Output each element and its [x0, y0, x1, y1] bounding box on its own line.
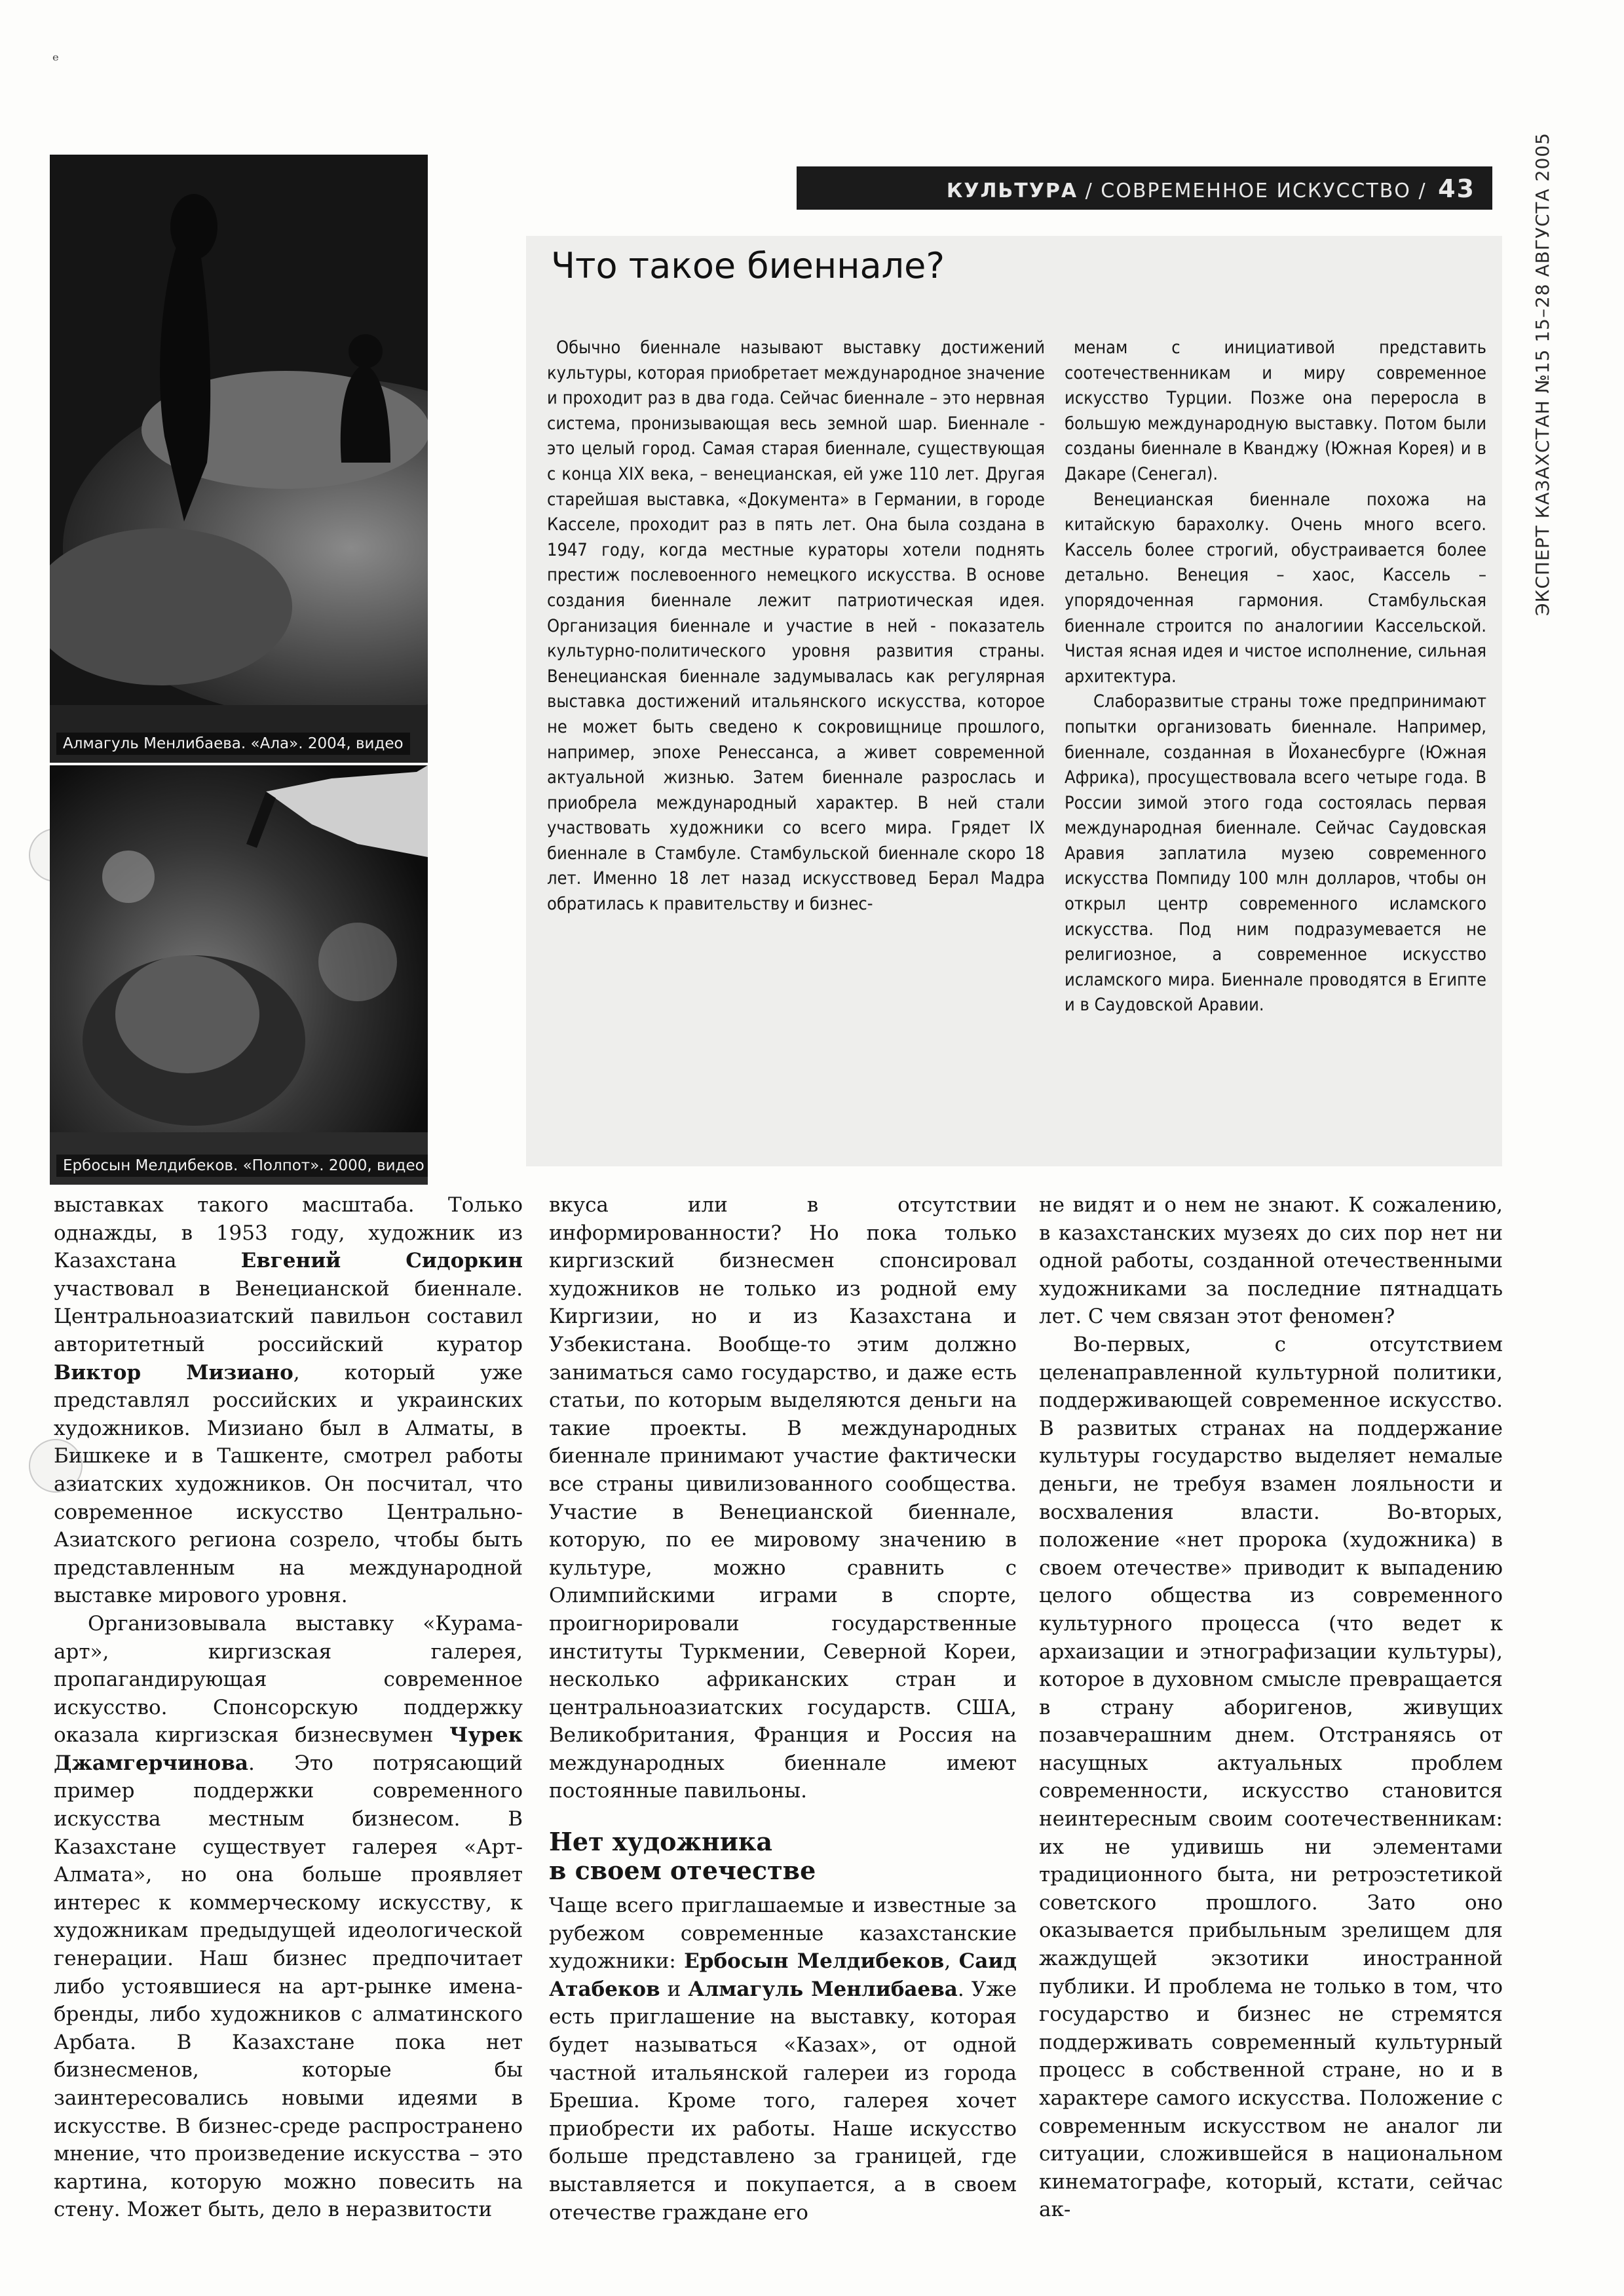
person-name: Чурек Джамгерчинова — [54, 1723, 523, 1775]
sidebar-box — [526, 236, 1502, 1166]
sidebar-paragraph: менам с инициативой представить соотечественникам и миру современное искусство Турции. Позже она переросла в большую международную выставку. Потом были созданы биеннале в Кванджу (Южная Корея) и в Дакаре (Сенегал). — [1065, 337, 1486, 484]
photo-polpot-image — [50, 765, 428, 1185]
sidebar-column-2 — [1065, 335, 1486, 1018]
text-run: Организовывала выставку «Курама-арт», киргизская галерея, пропагандирующая современное искусство. Спонсорскую поддержку оказала киргизская бизнесвумен — [54, 1611, 523, 1748]
subsection-name: СОВРЕМЕННОЕ ИСКУССТВО — [1101, 180, 1411, 202]
person-name: Алмагуль Менлибаева — [688, 1977, 958, 2001]
text-run: . Уже есть приглашение на выставку, которая будет называться «Казах», от одной частной итальянской галереи из города Брешиа. Кроме того, галерея хочет приобрести их работы. Наше искусство больше представлено за границей, где выставляется и покупается, а в своем отечестве граждане его — [549, 1977, 1017, 2225]
text-run: и — [660, 1977, 689, 2001]
section-name: КУЛЬТУРА — [946, 180, 1078, 202]
text-run: Чаще всего приглашаемые и известные за рубежом современные казахстанские художники: — [549, 1894, 1017, 1974]
body-paragraph: вкуса или в отсутствии информированности? Но пока только киргизский бизнесмен спонсировал художников не только из родной ему Киргизии, но и из Казахстана и Узбекистана. Вообще-то этим должно заниматься само государство, и даже есть статьи, по которым выделяются деньги на такие проекты. В международных биеннале принимают участие фактически все страны цивилизованного сообщества. Участие в Венецианской биеннале, которую, по ее мировому значению в культуре, можно сравнить с Олимпийскими играми в спорте, проигнорировали государственные институты Туркмении, Северной Кореи, несколько африканских стран и центральноазиатских государств. США, Великобритания, Франция и Россия на международных биеннале имеют постоянные павильоны. — [549, 1193, 1017, 1803]
photo-ala — [50, 155, 428, 763]
body-paragraph: не видят и о нем не знают. К сожалению, в казахстанских музеях до сих пор нет ни одной работы, созданной отечественными художниками за последние пятнадцать лет. С чем связан этот феномен? — [1039, 1193, 1503, 1329]
text-run: участвовал в Венецианской биеннале. Центральноазиатский павильон составил авторитетный российский куратор — [54, 1276, 523, 1356]
body-paragraph — [549, 1892, 1017, 2227]
header-text — [947, 174, 1475, 203]
subheading-line: в своем отечестве — [549, 1856, 816, 1886]
body-paragraph — [54, 1610, 523, 2224]
body-column-2 — [549, 1191, 1017, 2227]
sidebar-title: Что такое биеннале? — [551, 245, 945, 286]
body-paragraph — [54, 1191, 523, 1610]
subheading — [549, 1827, 1017, 1885]
sidebar-paragraph: Обычно биеннале называют выставку достижений культуры, которая приобретает международное значение и проходит раз в два года. Сейчас биеннале – это нервная система, пронизывающая весь земной шар. Биеннале - это целый город. Самая старая биеннале, существующая с конца XIX века, – венецианская, ей уже 110 лет. Другая старейшая выставка, «Документа» в Германии, в городе Касселе, проходит раз в пять лет. Она была создана в 1947 году, когда местные кураторы хотели поднять престиж послевоенного немецкого искусства. В основе создания биеннале лежит патриотическая идея. Организация биеннале и участие в ней - показатель культурно-политического уровня развития страны. Венецианская биеннале задумывалась как регулярная выставка достижений итальянского искусства, которое не может быть сведено к сокровищнице прошлого, например, эпохе Ренессанса, а живет современной актуальной жизнью. Затем биеннале разрослась и приобрела международный характер. В ней стали участвовать художники со всего мира. Грядет IX биеннале в Стамбуле. Стамбульской биеннале скоро 18 лет. Именно 18 лет назад искусствовед Берал Мадра обратилась к правительству и бизнес- — [547, 337, 1045, 915]
sidebar-paragraph: Слаборазвитые страны тоже предпринимают попытки организовать биеннале. Например, биеннале, созданная в Йоханесбурге (Южная Африка), просуществовала всего четыре года. В России зимой этого года состоялась первая международная биеннале. Сейчас Саудовская Аравия заплатила музею современного искусства Помпиду 100 млн долларов, чтобы он открыл центр современного исламского искусства. Под ним подразумевается не религиозное, а современное искусство исламского мира. Биеннале проводятся в Египте и в Саудовской Аравии. — [1065, 691, 1486, 1016]
photo-polpot — [50, 765, 428, 1185]
issue-label: ЭКСПЕРТ КАЗАХСТАН №15 15–28 АВГУСТА 2005 — [1532, 132, 1553, 616]
sidebar-column-1 — [547, 335, 1045, 917]
header-separator: / — [1085, 180, 1093, 202]
person-name: Евгений Сидоркин — [240, 1249, 523, 1273]
body-column-1 — [54, 1191, 523, 2224]
body-paragraph: Во-первых, с отсутствием целенаправленной культурной политики, поддерживающей современное искусство. В развитых странах на поддержание культуры государство выделяет немалые деньги, не требуя взамен лояльности и восхваления власти. Во-вторых, положение «нет пророка (художника) в своем отечестве» приводит к выпадению целого общества из современного культурного процесса (что ведет к архаизации и этнографизации культуры), которое в духовном смысле превращается в страну аборигенов, живущих позавчерашним днем. Отстраняясь от насущных актуальных проблем современности, искусство становится неинтересным своим соотечественникам: их не удивишь ни элементами традиционного быта, ни ретроэстетикой советского прошлого. Зато оно оказывается прибыльным зрелищем для жаждущей экзотики иностранной публики. И проблема не только в том, что государство и бизнес не стремятся поддерживать современный культурный процесс в собственной стране, но и в характере самого искусства. Положение с современным искусством не аналог ли ситуации, сложившейся в национальном кинематографе, который, кстати, сейчас ак- — [1039, 1332, 1503, 2222]
photo-caption: Ербосын Мелдибеков. «Полпот». 2000, видео — [56, 1155, 428, 1177]
person-name: Саид Атабеков — [549, 1949, 1017, 2001]
sidebar-paragraph: Венецианская биеннале похожа на китайскую барахолку. Очень много всего. Кассель более строгий, обустраивается более детально. Венеция – хаос, Кассель – упорядоченная гармония. Стамбульская биеннале строится по аналогиии Кассельской. Чистая ясная идея и чистое исполнение, сильная архитектура. — [1065, 489, 1486, 687]
section-header — [797, 166, 1492, 210]
corner-mark: ᵉ — [52, 51, 60, 71]
person-name: Ербосын Мелдибеков — [684, 1949, 945, 1974]
text-run: , который уже представлял российских и украинских художников. Мизиано был в Алматы, в Бишкеке и в Ташкенте, смотрел работы азиатских художников. Он посчитал, что современное искусство Центрально-Азиатского региона созрело, чтобы быть представленным на международной выставке мирового уровня. — [54, 1360, 523, 1608]
page-number: 43 — [1438, 174, 1475, 203]
text-run: . Это потрясающий пример поддержки современного искусства местным бизнесом. В Казахстане существует галерея «Арт-Алмата», но она больше проявляет интерес к коммерческому искусству, к художникам предыдущей идеологической генерации. Наш бизнес предпочитает либо устоявшиеся на арт-рынке имена-бренды, либо художников с алматинского Арбата. В Казахстане пока нет бизнесменов, которые бы заинтересовались новыми идеями в искусстве. В бизнес-среде распространено мнение, что произведение искусства – это картина, которую можно повесить на стену. Может быть, дело в неразвитости — [54, 1751, 523, 2222]
body-column-3 — [1039, 1191, 1503, 2224]
photo-ala-image — [50, 155, 428, 763]
person-name: Виктор Мизиано — [54, 1360, 293, 1385]
text-run: выставках такого масштаба. Только однажды, в 1953 году, художник из Казахстана — [54, 1193, 523, 1273]
subheading-line: Нет художника — [549, 1827, 772, 1857]
header-separator: / — [1418, 180, 1427, 202]
photo-caption: Алмагуль Менлибаева. «Ала». 2004, видео — [56, 733, 410, 755]
text-run: , — [944, 1949, 959, 1974]
